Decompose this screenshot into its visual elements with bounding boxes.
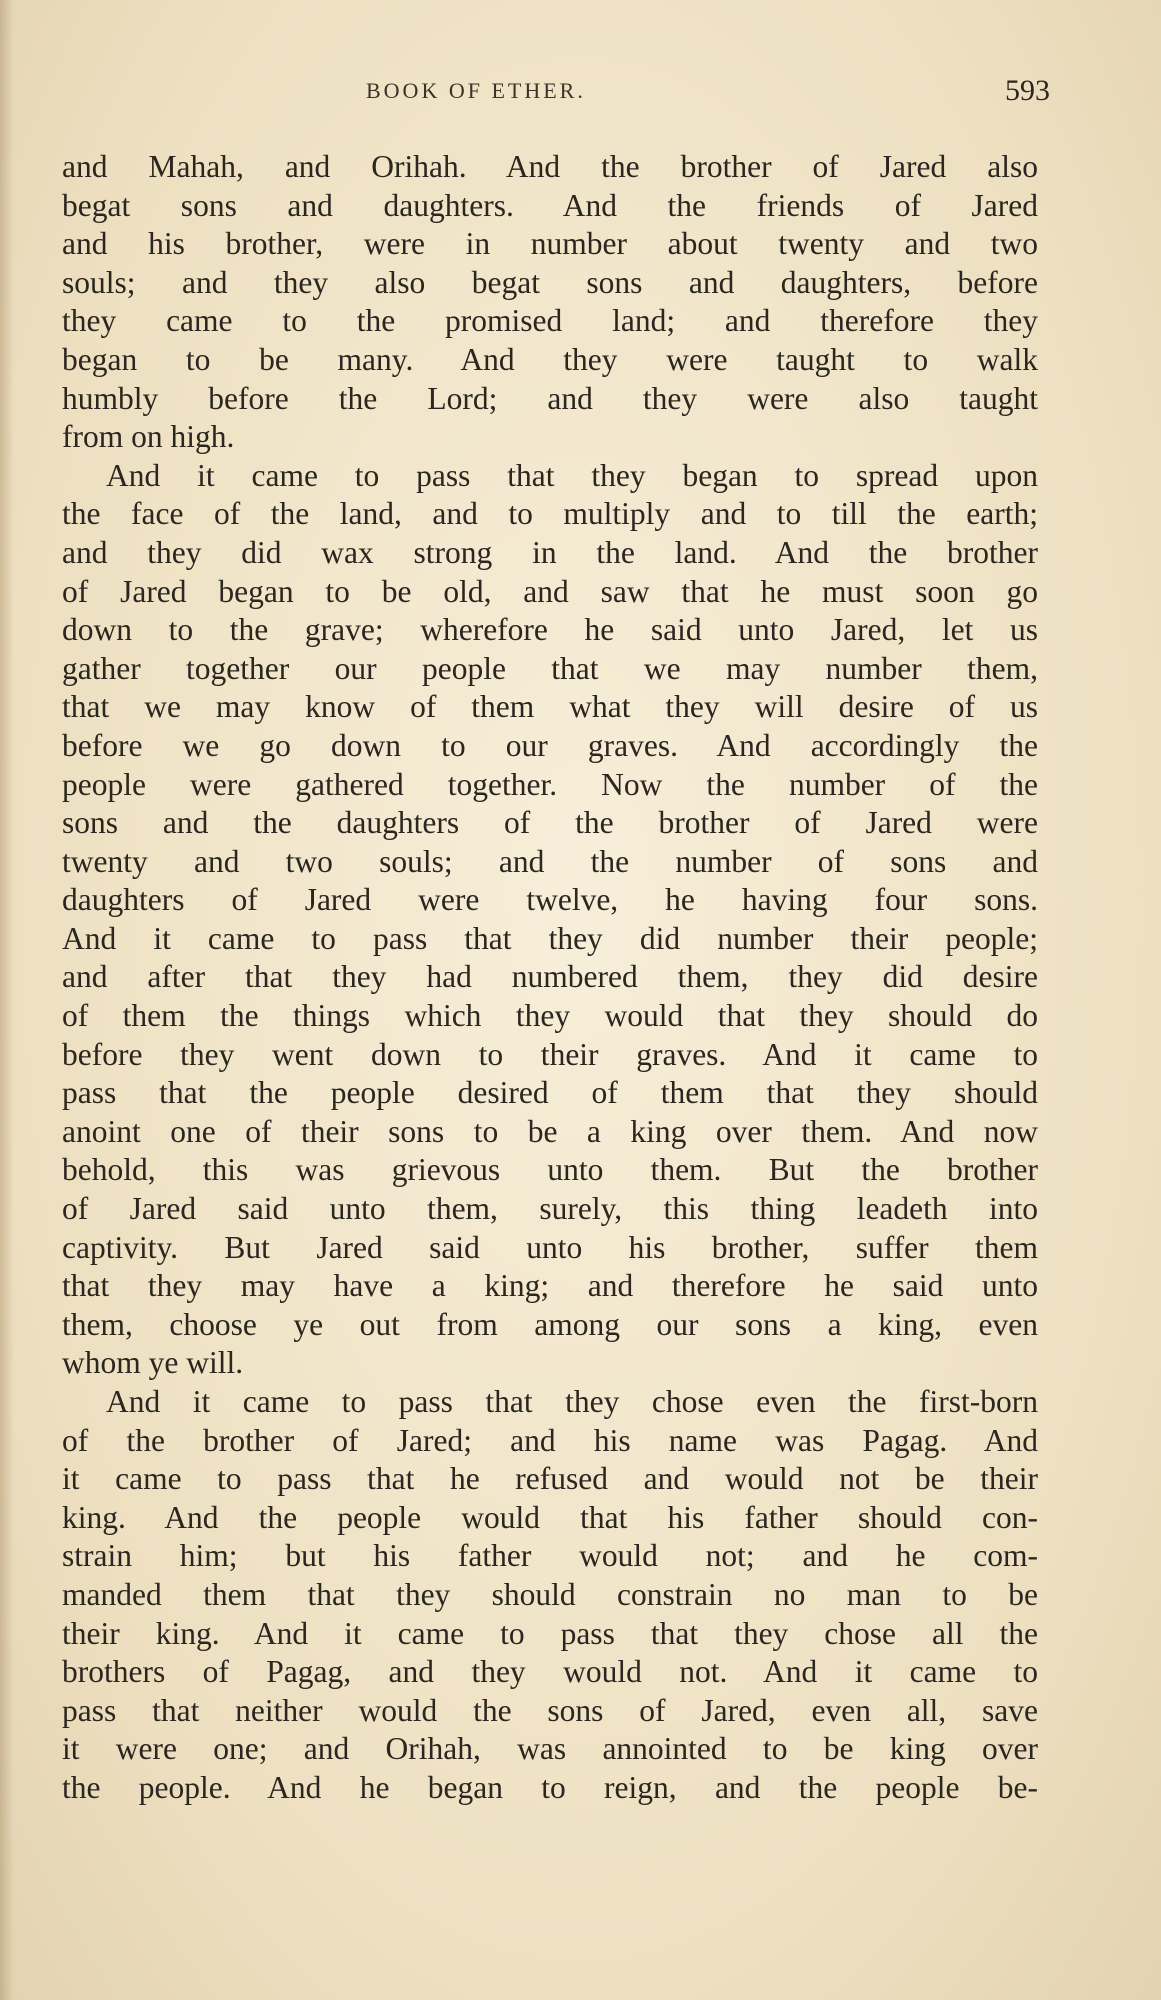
text-line: of the brother of Jared; and his name was Pagag. And bbox=[62, 1422, 1038, 1458]
text-line: humbly before the Lord; and they were also taught bbox=[62, 380, 1038, 416]
text-line: it were one; and Orihah, was annointed to be king over bbox=[62, 1731, 1038, 1767]
text-line: they came to the promised land; and therefore they bbox=[62, 303, 1038, 339]
text-line: began to be many. And they were taught to walk bbox=[62, 341, 1038, 377]
paragraph-1 bbox=[62, 148, 1038, 457]
paragraph-2 bbox=[62, 457, 1038, 1383]
text-line: manded them that they should constrain no man to be bbox=[62, 1576, 1038, 1612]
text-line: strain him; but his father would not; and he com- bbox=[62, 1538, 1038, 1574]
text-line: begat sons and daughters. And the friends of Jared bbox=[62, 187, 1038, 223]
text-line: it came to pass that he refused and would not be their bbox=[62, 1461, 1038, 1497]
text-line: daughters of Jared were twelve, he having four sons. bbox=[62, 882, 1038, 918]
text-line: and Mahah, and Orihah. And the brother of Jared also bbox=[62, 149, 1038, 184]
text-line: before they went down to their graves. And it came to bbox=[62, 1036, 1038, 1072]
text-line: of Jared said unto them, surely, this thing leadeth into bbox=[62, 1191, 1038, 1227]
text-line: behold, this was grievous unto them. But the brother bbox=[62, 1152, 1038, 1188]
text-line: their king. And it came to pass that they chose all the bbox=[62, 1615, 1038, 1651]
text-line: anoint one of their sons to be a king over them. And now bbox=[62, 1113, 1038, 1149]
text-line: brothers of Pagag, and they would not. And it came to bbox=[62, 1654, 1038, 1690]
text-line: sons and the daughters of the brother of Jared were bbox=[62, 805, 1038, 841]
paragraph-3 bbox=[62, 1383, 1038, 1808]
text-line: And it came to pass that they began to spread upon bbox=[106, 457, 1038, 493]
text-line: of them the things which they would that they should do bbox=[62, 998, 1038, 1034]
page-gutter-shadow bbox=[0, 0, 14, 2000]
text-line: that they may have a king; and therefore he said unto bbox=[62, 1268, 1038, 1304]
text-line: And it came to pass that they did number their people; bbox=[62, 920, 1038, 956]
text-line: king. And the people would that his father should con- bbox=[62, 1499, 1038, 1535]
text-line: and they did wax strong in the land. And the brother bbox=[62, 534, 1038, 570]
page-number: 593 bbox=[1005, 74, 1050, 107]
text-line: pass that neither would the sons of Jared, even all, save bbox=[62, 1692, 1038, 1728]
text-line: gather together our people that we may number them, bbox=[62, 650, 1038, 686]
body-text bbox=[62, 148, 1038, 1808]
text-line: from on high. bbox=[62, 419, 235, 455]
text-line: the people. And he began to reign, and the people be- bbox=[62, 1769, 1038, 1805]
text-line: whom ye will. bbox=[62, 1345, 244, 1381]
text-line: the face of the land, and to multiply and to till the earth; bbox=[62, 496, 1038, 532]
text-line: captivity. But Jared said unto his brother, suffer them bbox=[62, 1229, 1038, 1265]
text-line: before we go down to our graves. And accordingly the bbox=[62, 727, 1038, 763]
text-line: and his brother, were in number about twenty and two bbox=[62, 226, 1038, 262]
text-line: twenty and two souls; and the number of sons and bbox=[62, 843, 1038, 879]
page-header bbox=[0, 74, 1161, 118]
text-line: that we may know of them what they will desire of us bbox=[62, 689, 1038, 725]
text-line: down to the grave; wherefore he said unto Jared, let us bbox=[62, 612, 1038, 648]
text-line: pass that the people desired of them that they should bbox=[62, 1075, 1038, 1111]
text-line: them, choose ye out from among our sons a king, even bbox=[62, 1306, 1038, 1342]
text-line: of Jared began to be old, and saw that he must soon go bbox=[62, 573, 1038, 609]
text-line: people were gathered together. Now the number of the bbox=[62, 766, 1038, 802]
text-line: souls; and they also begat sons and daughters, before bbox=[62, 264, 1038, 300]
running-head: BOOK OF ETHER. bbox=[366, 78, 586, 103]
text-line: and after that they had numbered them, they did desire bbox=[62, 959, 1038, 995]
text-line: And it came to pass that they chose even the first-born bbox=[106, 1384, 1038, 1419]
